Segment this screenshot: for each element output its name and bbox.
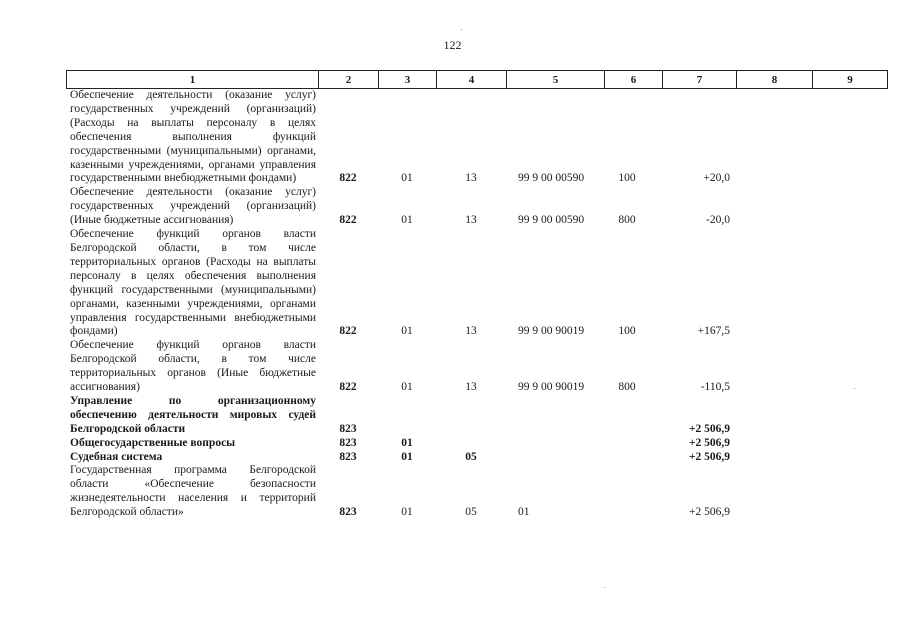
- row-code: 823: [339, 450, 357, 463]
- table-row: [66, 89, 887, 186]
- row-code: 823: [339, 422, 357, 435]
- row-col9: [812, 437, 887, 451]
- row-target: [506, 395, 604, 437]
- row-target: 99 9 00 90019: [518, 325, 585, 338]
- row-code: 822: [339, 325, 357, 338]
- row-name: Обеспечение деятельности (оказание услуг) государственных учреждений (организаций) (Расходы на выплаты персоналу в целях обеспечения выполнения функций государственными (муниципальными) органами, казенными учреждениями, органами управления государственными внебюджетными фондами): [70, 89, 316, 185]
- table-row: [66, 451, 887, 465]
- row-col8: [736, 464, 812, 520]
- row-amount: +2 506,9: [689, 506, 730, 519]
- row-expense-type: 800: [618, 381, 636, 394]
- row-expense-type: 100: [618, 325, 636, 338]
- table-row: [66, 339, 887, 395]
- column-header-7: 7: [663, 71, 737, 89]
- row-code: 823: [339, 436, 357, 449]
- row-name: Государственная программа Белгородской области «Обеспечение безопасности жизнедеятельности населения и территорий Белгородской области»: [70, 464, 316, 519]
- page-number: 122: [443, 38, 462, 52]
- row-col8: [736, 437, 812, 451]
- column-header-4: 4: [437, 71, 507, 89]
- row-expense-type: 100: [618, 172, 636, 185]
- row-name: Обеспечение функций органов власти Белгородской области, в том числе территориальных органов (Иные бюджетные ассигнования): [70, 339, 316, 394]
- row-expense-type: [604, 451, 662, 465]
- row-col9: [812, 89, 887, 186]
- column-header-9: 9: [813, 71, 888, 89]
- table-header: [66, 70, 888, 89]
- row-name: Обеспечение функций органов власти Белгородской области, в том числе территориальных органов (Расходы на выплаты персоналу в целях обеспечения выполнения функций государственными (муниципальными) органами, казенными учреждениями, органами управления государственными внебюджетными фондами): [70, 228, 316, 338]
- row-code: 822: [339, 214, 357, 227]
- row-col8: [736, 186, 812, 228]
- row-amount: -110,5: [700, 381, 730, 394]
- row-target: 99 9 00 90019: [518, 381, 585, 394]
- row-col9: [812, 186, 887, 228]
- row-section: 01: [401, 450, 413, 463]
- row-subsection: 05: [465, 450, 477, 463]
- row-name: Общегосударственные вопросы: [70, 436, 236, 449]
- row-target: 01: [518, 506, 530, 519]
- scan-speck: [854, 388, 855, 389]
- row-section: 01: [401, 381, 413, 394]
- row-section: 01: [401, 325, 413, 338]
- column-header-1: 1: [67, 71, 319, 89]
- row-target: 99 9 00 00590: [518, 214, 585, 227]
- row-code: 822: [339, 381, 357, 394]
- row-col9: [812, 339, 887, 395]
- row-code: 822: [339, 172, 357, 185]
- row-code: 823: [339, 506, 357, 519]
- row-col9: [812, 395, 887, 437]
- column-header-8: 8: [737, 71, 813, 89]
- row-col9: [812, 451, 887, 465]
- row-amount: +167,5: [697, 325, 730, 338]
- row-amount: +2 506,9: [688, 450, 730, 463]
- row-name: Обеспечение деятельности (оказание услуг) государственных учреждений (организаций) (Иные бюджетные ассигнования): [70, 186, 316, 227]
- row-target: [506, 451, 604, 465]
- row-expense-type: 800: [618, 214, 636, 227]
- row-expense-type: [604, 437, 662, 451]
- table-row: [66, 464, 887, 520]
- row-subsection: 13: [465, 214, 477, 227]
- row-col8: [736, 395, 812, 437]
- row-target: [506, 437, 604, 451]
- row-section: 01: [401, 506, 413, 519]
- row-name: Управление по организационному обеспечению деятельности мировых судей Белгородской области: [70, 394, 316, 435]
- column-header-2: 2: [319, 71, 379, 89]
- row-section: 01: [401, 214, 413, 227]
- row-subsection: [436, 395, 506, 437]
- row-name: Судебная система: [70, 450, 163, 463]
- row-subsection: 13: [465, 325, 477, 338]
- row-amount: +2 506,9: [688, 422, 730, 435]
- table-row: [66, 395, 887, 437]
- row-amount: -20,0: [706, 214, 730, 227]
- row-section: [378, 395, 436, 437]
- row-subsection: 13: [465, 172, 477, 185]
- row-col8: [736, 228, 812, 339]
- row-target: 99 9 00 00590: [518, 172, 585, 185]
- scan-speck: [604, 587, 605, 588]
- column-header-3: 3: [379, 71, 437, 89]
- row-col8: [736, 451, 812, 465]
- row-subsection: [436, 437, 506, 451]
- table-row: [66, 228, 887, 339]
- row-col9: [812, 228, 887, 339]
- row-amount: +2 506,9: [688, 436, 730, 449]
- row-section: 01: [401, 436, 413, 449]
- scan-speck: [461, 29, 462, 30]
- row-subsection: 05: [465, 506, 477, 519]
- row-expense-type: [604, 395, 662, 437]
- row-col8: [736, 339, 812, 395]
- table-row: [66, 437, 887, 451]
- row-col8: [736, 89, 812, 186]
- column-header-6: 6: [605, 71, 663, 89]
- table-body: [66, 89, 887, 520]
- row-amount: +20,0: [703, 172, 730, 185]
- column-header-5: 5: [507, 71, 605, 89]
- row-col9: [812, 464, 887, 520]
- row-expense-type: [604, 464, 662, 520]
- row-section: 01: [401, 172, 413, 185]
- row-subsection: 13: [465, 381, 477, 394]
- table-row: [66, 186, 887, 228]
